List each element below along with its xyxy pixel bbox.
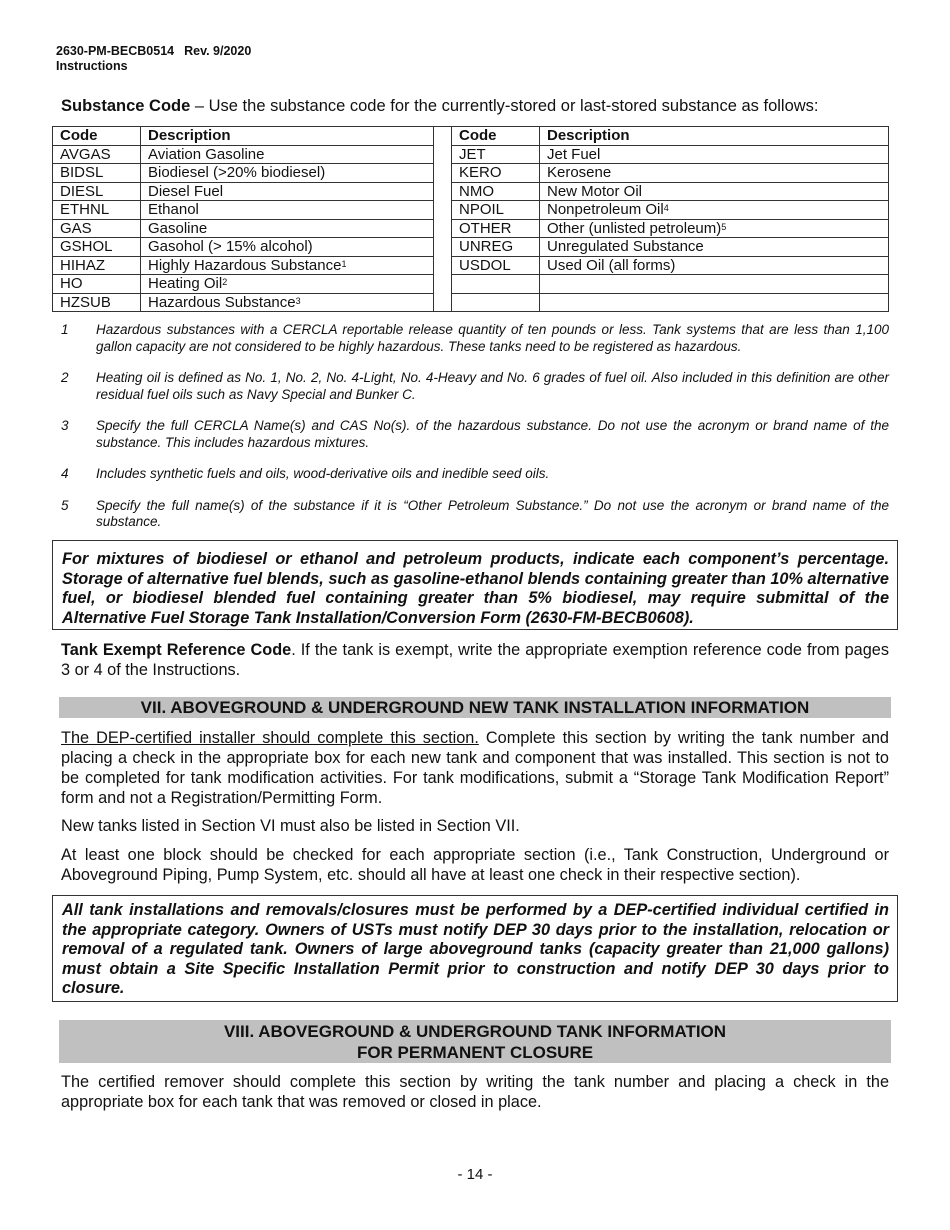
substance-description bbox=[141, 275, 434, 294]
section-8-title-line-1: VIII. ABOVEGROUND & UNDERGROUND TANK INFORMATION bbox=[223, 1022, 727, 1041]
footnote-text: Hazardous substances with a CERCLA reportable release quantity of ten pounds or less. Tank systems that are less than 1,100 gallon capacity are not considered to be highly hazardous. These tanks need to be registered as hazardous. bbox=[96, 322, 889, 354]
substance-code: NMO bbox=[452, 182, 540, 201]
doc-type: Instructions bbox=[56, 59, 128, 73]
substance-code bbox=[452, 275, 540, 294]
substance-description bbox=[540, 201, 889, 220]
footnote bbox=[61, 466, 889, 483]
substance-code: AVGAS bbox=[53, 145, 141, 164]
table-row bbox=[452, 256, 889, 275]
section-7-title: VII. ABOVEGROUND & UNDERGROUND NEW TANK INSTALLATION INFORMATION bbox=[59, 697, 891, 718]
table-row bbox=[53, 219, 434, 238]
substance-code-label: Substance Code bbox=[61, 97, 191, 115]
substance-code: BIDSL bbox=[53, 164, 141, 183]
substance-code: JET bbox=[452, 145, 540, 164]
substance-code: OTHER bbox=[452, 219, 540, 238]
footnote-reference: 5 bbox=[721, 221, 727, 232]
section-7-paragraph-2: New tanks listed in Section VI must also be listed in Section VII. bbox=[61, 817, 520, 835]
substance-code: USDOL bbox=[452, 256, 540, 275]
substance-code: GSHOL bbox=[53, 238, 141, 257]
substance-code-table-right bbox=[451, 126, 889, 312]
substance-code: HZSUB bbox=[53, 293, 141, 312]
footnote-text: Heating oil is defined as No. 1, No. 2, No. 4-Light, No. 4-Heavy and No. 6 grades of fuel oil. Also included in this definition are other residual fuel oils such as Navy Special and Bunker C. bbox=[96, 370, 889, 402]
footnote-text: Specify the full CERCLA Name(s) and CAS No(s). of the hazardous substance. Do not use the acronym or brand name of the substance. This includes hazardous mixtures. bbox=[96, 418, 889, 450]
table-row bbox=[53, 201, 434, 220]
substance-code-text: – Use the substance code for the currently-stored or last-stored substance as follows: bbox=[190, 97, 819, 115]
table-row bbox=[53, 145, 434, 164]
installer-instruction: The DEP-certified installer should complete this section. bbox=[61, 729, 479, 747]
table-row bbox=[53, 256, 434, 275]
substance-description-text: Other (unlisted petroleum) bbox=[547, 219, 722, 237]
substance-code: NPOIL bbox=[452, 201, 540, 220]
substance-code-table-left bbox=[52, 126, 434, 312]
table-row bbox=[53, 238, 434, 257]
form-id: 2630-PM-BECB0514 bbox=[56, 44, 175, 58]
substance-description-text: Nonpetroleum Oil bbox=[547, 201, 664, 219]
substance-description bbox=[141, 219, 434, 238]
substance-description bbox=[141, 238, 434, 257]
substance-description-text: Heating Oil bbox=[148, 275, 223, 293]
substance-code: HO bbox=[53, 275, 141, 294]
table-row bbox=[452, 238, 889, 257]
revision: Rev. 9/2020 bbox=[184, 44, 252, 58]
footnote-number: 3 bbox=[61, 418, 69, 433]
section-7-paragraph-1 bbox=[61, 728, 889, 808]
substance-description bbox=[141, 293, 434, 312]
footnotes bbox=[61, 322, 889, 546]
footnote-text: Includes synthetic fuels and oils, wood-derivative oils and inedible seed oils. bbox=[96, 466, 550, 481]
section-8-paragraph-1: The certified remover should complete this section by writing the tank number and placing a check in the appropriate box for each tank that was removed or closed in place. bbox=[61, 1073, 889, 1111]
substance-code-intro bbox=[61, 97, 819, 116]
substance-description bbox=[540, 182, 889, 201]
substance-description bbox=[540, 219, 889, 238]
table-row bbox=[53, 164, 434, 183]
footnote bbox=[61, 498, 889, 531]
column-header-code: Code bbox=[53, 127, 141, 146]
footnote-text: Specify the full name(s) of the substance if it is “Other Petroleum Substance.” Do not use the acronym or brand name of the substance. bbox=[96, 497, 889, 529]
column-header-description: Description bbox=[540, 127, 889, 146]
footnote-reference: 3 bbox=[295, 295, 301, 306]
section-7-p1-text: Complete this section by writing the tank number and placing a check in the appropriate box for each new tank and component that was installed. This section is not to be completed for tank modification activities. For tank modifications, submit a “Storage Tank Modification Report” form and not a Registration/Permitting Form. bbox=[61, 729, 889, 807]
substance-description-text: Highly Hazardous Substance bbox=[148, 256, 342, 274]
table-row bbox=[452, 164, 889, 183]
substance-description bbox=[540, 145, 889, 164]
table-row bbox=[53, 293, 434, 312]
substance-description-text: Unregulated Substance bbox=[547, 238, 704, 256]
footnote-reference: 4 bbox=[663, 203, 669, 214]
page-number: - 14 - bbox=[457, 1166, 493, 1183]
substance-description bbox=[141, 182, 434, 201]
substance-description bbox=[141, 164, 434, 183]
table-row bbox=[452, 275, 889, 294]
substance-description-text: Used Oil (all forms) bbox=[547, 256, 676, 274]
table-row bbox=[452, 219, 889, 238]
substance-description bbox=[141, 145, 434, 164]
tank-exempt-label: Tank Exempt Reference Code bbox=[61, 641, 292, 659]
substance-description bbox=[141, 201, 434, 220]
document-header bbox=[56, 44, 251, 74]
substance-description-text: Diesel Fuel bbox=[148, 182, 224, 200]
substance-description-text: Aviation Gasoline bbox=[148, 145, 265, 163]
section-8-title-line-2: FOR PERMANENT CLOSURE bbox=[356, 1043, 594, 1062]
footnote bbox=[61, 370, 889, 403]
table-row bbox=[452, 145, 889, 164]
substance-description-text: Gasohol (> 15% alcohol) bbox=[148, 238, 313, 256]
footnote bbox=[61, 322, 889, 355]
substance-description bbox=[141, 256, 434, 275]
table-row bbox=[53, 275, 434, 294]
substance-description bbox=[540, 238, 889, 257]
substance-description bbox=[540, 164, 889, 183]
section-8-title bbox=[59, 1020, 891, 1063]
installation-notice: All tank installations and removals/closures must be performed by a DEP-certified individual certified in the appropriate category. Owners of USTs must notify DEP 30 days prior to the installation, relocation or removal of a regulated tank. Owners of large aboveground tanks (capacity greater than 21,000 gallons) must obtain a Site Specific Installation Permit prior to construction and notify DEP 30 days prior to closure. bbox=[52, 895, 898, 1002]
substance-description-text: Hazardous Substance bbox=[148, 293, 296, 311]
footnote-number: 5 bbox=[61, 497, 69, 513]
substance-description-text: Gasoline bbox=[148, 219, 208, 237]
substance-code: DIESL bbox=[53, 182, 141, 201]
footnote bbox=[61, 418, 889, 451]
table-row bbox=[452, 182, 889, 201]
column-header-code: Code bbox=[452, 127, 540, 146]
table-gap bbox=[432, 126, 451, 312]
substance-code: KERO bbox=[452, 164, 540, 183]
section-7-paragraph-3: At least one block should be checked for each appropriate section (i.e., Tank Construction, Underground or Aboveground Piping, Pump System, etc. should all have at least one check in their respective section). bbox=[61, 846, 889, 884]
substance-description bbox=[540, 256, 889, 275]
substance-description bbox=[540, 275, 889, 294]
substance-description-text: Biodiesel (>20% biodiesel) bbox=[148, 164, 326, 182]
substance-description-text: New Motor Oil bbox=[547, 182, 643, 200]
tank-exempt-text: . If the tank is exempt, write the appropriate exemption reference code from pages 3 or 4 of the Instructions. bbox=[61, 641, 889, 679]
substance-description-text: Ethanol bbox=[148, 201, 199, 219]
substance-code: ETHNL bbox=[53, 201, 141, 220]
substance-description-text: Kerosene bbox=[547, 164, 612, 182]
substance-code: GAS bbox=[53, 219, 141, 238]
footnote-reference: 2 bbox=[222, 277, 228, 288]
footnote-number: 1 bbox=[61, 322, 69, 337]
column-header-description: Description bbox=[141, 127, 434, 146]
substance-code: HIHAZ bbox=[53, 256, 141, 275]
substance-code bbox=[452, 293, 540, 312]
table-row bbox=[452, 293, 889, 312]
table-row bbox=[53, 182, 434, 201]
table-row bbox=[452, 201, 889, 220]
substance-code: UNREG bbox=[452, 238, 540, 257]
footnote-reference: 1 bbox=[341, 258, 347, 269]
substance-description bbox=[540, 293, 889, 312]
mixtures-notice: For mixtures of biodiesel or ethanol and petroleum products, indicate each component’s percentage. Storage of alternative fuel blends, such as gasoline-ethanol blends containing greater than 10% alternative fuel, or biodiesel blended fuel containing greater than 5% biodiesel, may require submittal of the Alternative Fuel Storage Tank Installation/Conversion Form (2630-FM-BECB0608). bbox=[52, 540, 898, 630]
footnote-number: 2 bbox=[61, 370, 69, 385]
footnote-number: 4 bbox=[61, 466, 69, 481]
tank-exempt-paragraph bbox=[61, 640, 889, 680]
substance-description-text: Jet Fuel bbox=[547, 145, 601, 163]
